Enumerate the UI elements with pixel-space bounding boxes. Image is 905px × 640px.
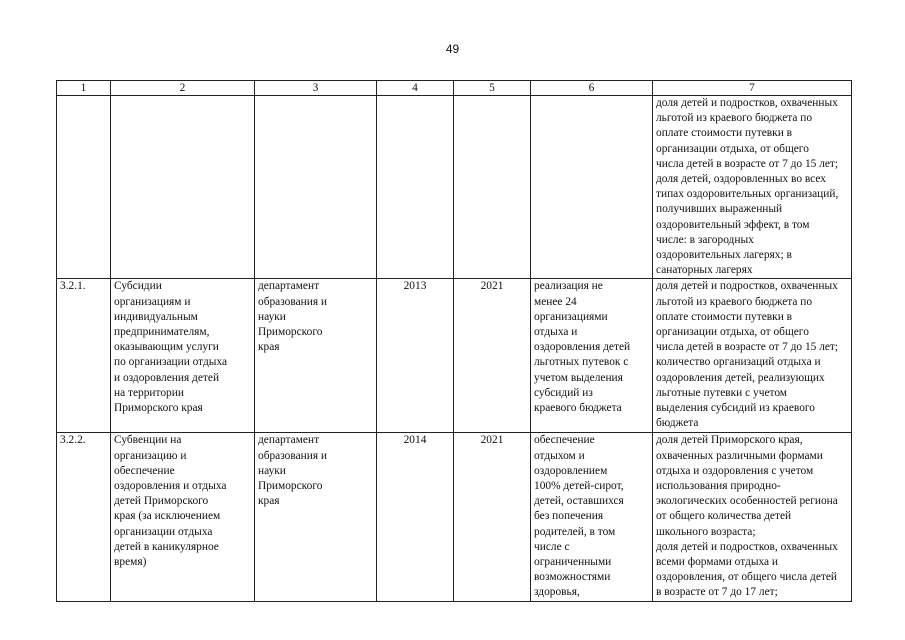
expected-result-cell: реализация не менее 24 организациями отдыха и оздоровления детей льготных путевок с учетом выделения субсидий из краевого бюджета bbox=[531, 279, 653, 433]
page-number: 49 bbox=[445, 42, 460, 56]
executor-cell: департамент образования и науки Приморского края bbox=[255, 433, 377, 601]
column-header-6: 6 bbox=[531, 81, 653, 96]
column-header-7: 7 bbox=[653, 81, 852, 96]
item-number-cell: 3.2.1. bbox=[57, 279, 111, 433]
item-name-cell: Субсидии организациям и индивидуальным предпринимателям, оказывающим услуги по организации отдыха и оздоровления детей на территории Приморского края bbox=[111, 279, 255, 433]
indicators-cell: доля детей и подростков, охваченных льготой из краевого бюджета по оплате стоимости путевки в организации отдыха, от общего числа детей в возрасте от 7 до 15 лет; доля детей, оздоровленных во всех типах оздоровительных организаций, получивших выраженный оздоровительный эффект, в том числе: в загородных оздоровительных лагерях; в санаторных лагерях bbox=[653, 96, 852, 279]
column-header-3: 3 bbox=[255, 81, 377, 96]
column-header-4: 4 bbox=[377, 81, 454, 96]
item-name-cell bbox=[111, 96, 255, 279]
column-header-5: 5 bbox=[454, 81, 531, 96]
end-year-cell: 2021 bbox=[454, 433, 531, 601]
end-year-cell bbox=[454, 96, 531, 279]
item-name-cell: Субвенции на организацию и обеспечение оздоровления и отдыха детей Приморского края (за исключением организации отдыха детей в каникулярное время) bbox=[111, 433, 255, 601]
table-row bbox=[57, 279, 852, 433]
expected-result-cell: обеспечение отдыхом и оздоровлением 100% детей-сирот, детей, оставшихся без попечения родителей, в том числе с ограниченными возможностями здоровья, bbox=[531, 433, 653, 601]
executor-cell bbox=[255, 96, 377, 279]
column-header-1: 1 bbox=[57, 81, 111, 96]
start-year-cell bbox=[377, 96, 454, 279]
program-table bbox=[56, 80, 852, 602]
start-year-cell: 2014 bbox=[377, 433, 454, 601]
end-year-cell: 2021 bbox=[454, 279, 531, 433]
header-row bbox=[57, 81, 852, 96]
expected-result-cell bbox=[531, 96, 653, 279]
table-row bbox=[57, 433, 852, 601]
indicators-cell: доля детей Приморского края, охваченных различными формами отдыха и оздоровления с учетом использования природно- экологических особенностей региона от общего количества детей школьного возраста; доля детей и подростков, охваченных всеми формами отдыха и оздоровления, от общего числа детей в возрасте от 7 до 17 лет; bbox=[653, 433, 852, 601]
start-year-cell: 2013 bbox=[377, 279, 454, 433]
table-row bbox=[57, 96, 852, 279]
item-number-cell: 3.2.2. bbox=[57, 433, 111, 601]
executor-cell: департамент образования и науки Приморского края bbox=[255, 279, 377, 433]
column-header-2: 2 bbox=[111, 81, 255, 96]
item-number-cell bbox=[57, 96, 111, 279]
indicators-cell: доля детей и подростков, охваченных льготой из краевого бюджета по оплате стоимости путевки в организации отдыха, от общего числа детей в возрасте от 7 до 15 лет; количество организаций отдыха и оздоровления детей, реализующих льготные путевки с учетом выделения субсидий из краевого бюджета bbox=[653, 279, 852, 433]
